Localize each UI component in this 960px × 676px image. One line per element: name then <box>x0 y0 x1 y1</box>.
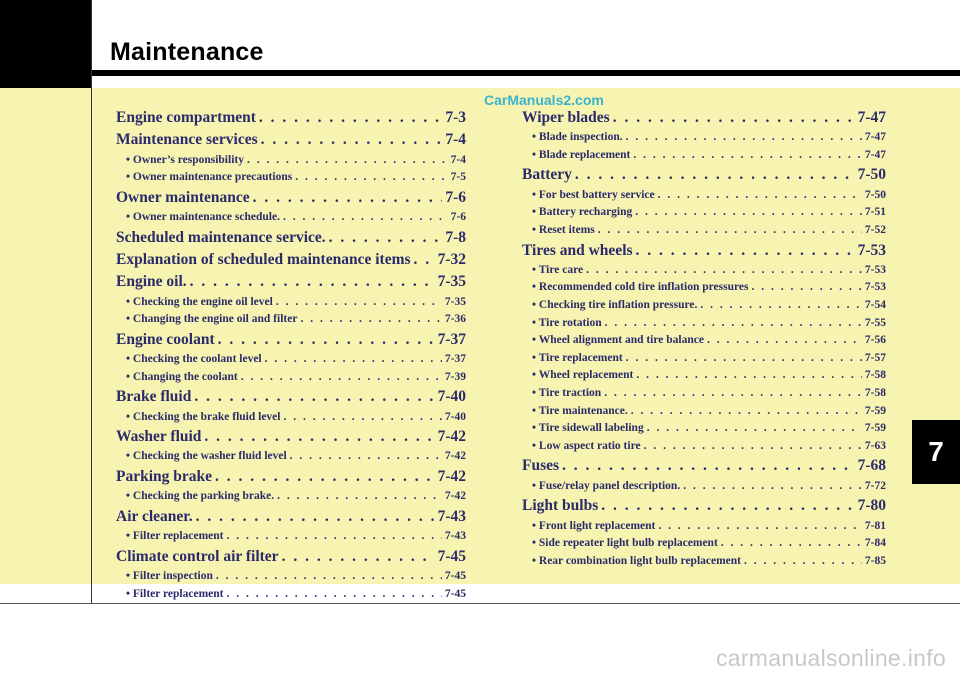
toc-entry-label: • Filter replacement <box>126 530 224 543</box>
toc-entry[interactable] <box>116 107 466 129</box>
toc-leader-dots <box>744 553 862 571</box>
toc-entry-label: • Fuse/relay panel description. <box>532 479 681 492</box>
toc-entry-label: • Tire rotation <box>532 316 602 329</box>
toc-leader-dots <box>631 403 862 421</box>
toc-entry-label: • Owner maintenance schedule. <box>126 211 280 224</box>
toc-entry-page: 7-47 <box>864 131 886 144</box>
toc-leader-dots <box>644 438 862 456</box>
toc-entry-label: Engine oil. <box>116 273 187 291</box>
toc-subentry[interactable] <box>522 478 886 496</box>
toc-subentry[interactable] <box>522 553 886 571</box>
toc-entry-page: 7-80 <box>857 497 886 515</box>
toc-entry-page: 7-58 <box>864 387 886 400</box>
toc-subentry[interactable] <box>116 528 466 546</box>
toc-leader-dots <box>226 528 441 546</box>
toc-leader-dots <box>216 568 442 586</box>
toc-entry-label: • Rear combination light bulb replacement <box>532 554 742 567</box>
toc-entry-page: 7-6 <box>450 211 466 224</box>
toc-entry-label: • Checking the coolant level <box>126 353 262 366</box>
toc-entry-label: • Checking tire inflation pressure. <box>532 299 698 312</box>
toc-entry[interactable] <box>522 240 886 262</box>
toc-entry-label: • Tire maintenance. <box>532 404 628 417</box>
toc-entry-page: 7-55 <box>864 316 886 329</box>
toc-subentry[interactable] <box>116 448 466 466</box>
toc-subentry[interactable] <box>116 369 466 387</box>
toc-subentry[interactable] <box>116 311 466 329</box>
toc-entry[interactable] <box>522 164 886 186</box>
toc-subentry[interactable] <box>522 315 886 333</box>
toc-entry-label: Washer fluid <box>116 428 202 446</box>
toc-subentry[interactable] <box>522 279 886 297</box>
watermark-top: CarManuals2.com <box>484 92 604 108</box>
toc-subentry[interactable] <box>116 351 466 369</box>
toc-entry[interactable] <box>116 329 466 351</box>
toc-leader-dots <box>751 279 861 297</box>
corner-tab <box>0 0 92 88</box>
toc-entry-label: • Tire traction <box>532 387 602 400</box>
toc-subentry[interactable] <box>522 129 886 147</box>
toc-entry-page: 7-40 <box>444 410 466 423</box>
toc-leader-dots <box>241 369 442 387</box>
toc-subentry[interactable] <box>116 294 466 312</box>
toc-entry-label: • Checking the washer fluid level <box>126 450 287 463</box>
toc-entry-page: 7-4 <box>450 153 466 166</box>
toc-entry-page: 7-57 <box>864 351 886 364</box>
toc-leader-dots <box>635 204 862 222</box>
toc-entry-page: 7-68 <box>857 457 886 475</box>
toc-entry-label: • Checking the brake fluid level <box>126 410 281 423</box>
toc-entry-page: 7-52 <box>864 223 886 236</box>
toc-leader-dots <box>253 187 443 209</box>
toc-leader-dots <box>658 518 862 536</box>
toc-entry-page: 7-36 <box>444 313 466 326</box>
toc-leader-dots <box>277 488 442 506</box>
toc-subentry[interactable] <box>522 262 886 280</box>
toc-entry-page: 7-72 <box>864 479 886 492</box>
toc-entry-page: 7-50 <box>864 188 886 201</box>
toc-entry-label: Owner maintenance <box>116 188 250 206</box>
toc-leader-dots <box>626 129 862 147</box>
toc-entry-label: • Blade inspection. <box>532 131 623 144</box>
toc-entry-label: • Blade replacement <box>532 148 631 161</box>
toc-leader-dots <box>283 209 448 227</box>
toc-entry-label: Light bulbs <box>522 497 599 515</box>
toc-entry-label: • Recommended cold tire inflation pressures <box>532 281 749 294</box>
toc-leader-dots <box>636 367 862 385</box>
toc-entry-label: Brake fluid <box>116 388 192 406</box>
toc-entry-page: 7-42 <box>437 428 466 446</box>
toc-leader-dots <box>190 271 435 293</box>
toc-leader-dots <box>295 169 447 187</box>
toc-leader-dots <box>194 386 434 408</box>
toc-entry-label: Engine coolant <box>116 330 215 348</box>
toc-leader-dots <box>700 297 862 315</box>
toc-right-column <box>522 107 886 570</box>
toc-subentry[interactable] <box>522 297 886 315</box>
toc-entry-label: Battery <box>522 166 572 184</box>
toc-leader-dots <box>215 466 435 488</box>
toc-leader-dots <box>247 152 448 170</box>
toc-leader-dots <box>414 249 435 271</box>
toc-leader-dots <box>284 409 442 427</box>
toc-subentry[interactable] <box>116 568 466 586</box>
toc-entry-label: • Owner’s responsibility <box>126 153 244 166</box>
toc-subentry[interactable] <box>116 169 466 187</box>
toc-entry-page: 7-43 <box>444 530 466 543</box>
toc-entry-page: 7-53 <box>857 241 886 259</box>
toc-entry-page: 7-6 <box>445 188 466 206</box>
toc-entry-page: 7-3 <box>445 109 466 126</box>
toc-subentry[interactable] <box>116 152 466 170</box>
toc-entry-page: 7-59 <box>864 404 886 417</box>
toc-entry[interactable] <box>116 187 466 209</box>
vertical-divider <box>91 0 92 604</box>
toc-leader-dots <box>276 294 442 312</box>
toc-entry[interactable] <box>116 227 466 249</box>
header-rule <box>92 70 960 76</box>
toc-entry-page: 7-54 <box>864 299 886 312</box>
toc-entry-page: 7-45 <box>437 547 466 565</box>
toc-subentry[interactable] <box>522 367 886 385</box>
toc-leader-dots <box>261 129 443 151</box>
toc-entry[interactable] <box>116 506 466 528</box>
toc-entry-page: 7-8 <box>445 228 466 246</box>
toc-entry-label: • Changing the engine oil and filter <box>126 313 298 326</box>
toc-entry-page: 7-84 <box>864 537 886 550</box>
toc-entry-page: 7-37 <box>444 353 466 366</box>
toc-entry-label: • Tire replacement <box>532 351 623 364</box>
toc-entry-page: 7-58 <box>864 369 886 382</box>
toc-entry-label: Air cleaner. <box>116 507 193 525</box>
toc-entry-label: Scheduled maintenance service. <box>116 228 326 246</box>
toc-entry-page: 7-43 <box>437 507 466 525</box>
toc-entry-page: 7-35 <box>437 273 466 291</box>
toc-entry-label: • For best battery service <box>532 188 655 201</box>
toc-entry[interactable] <box>116 426 466 448</box>
toc-subentry[interactable] <box>522 535 886 553</box>
toc-entry-page: 7-85 <box>864 554 886 567</box>
toc-subentry[interactable] <box>116 409 466 427</box>
toc-entry-page: 7-81 <box>864 519 886 532</box>
toc-entry-label: Climate control air filter <box>116 547 279 565</box>
toc-leader-dots <box>647 420 862 438</box>
toc-entry-page: 7-47 <box>857 109 886 126</box>
toc-subentry[interactable] <box>522 147 886 165</box>
toc-leader-dots <box>636 240 855 262</box>
toc-subentry[interactable] <box>522 332 886 350</box>
toc-entry-label: • Tire sidewall labeling <box>532 422 644 435</box>
toc-leader-dots <box>282 546 435 568</box>
toc-entry-label: • Checking the parking brake. <box>126 490 275 503</box>
toc-entry-page: 7-45 <box>444 587 466 600</box>
toc-entry[interactable] <box>522 495 886 517</box>
toc-subentry[interactable] <box>116 488 466 506</box>
toc-subentry[interactable] <box>522 222 886 240</box>
toc-entry-label: Wiper blades <box>522 109 610 126</box>
toc-entry-label: • Checking the engine oil level <box>126 295 273 308</box>
toc-entry[interactable] <box>116 466 466 488</box>
toc-leader-dots <box>259 107 442 129</box>
toc-subentry[interactable] <box>522 420 886 438</box>
toc-leader-dots <box>226 586 441 604</box>
toc-entry-label: • Battery recharging <box>532 206 633 219</box>
toc-entry-label: Explanation of scheduled maintenance items <box>116 250 411 268</box>
toc-leader-dots <box>633 147 862 165</box>
toc-entry[interactable] <box>116 386 466 408</box>
toc-entry-label: • Filter replacement <box>126 587 224 600</box>
toc-subentry[interactable] <box>116 209 466 227</box>
toc-leader-dots <box>290 448 442 466</box>
toc-subentry[interactable] <box>116 586 466 604</box>
toc-entry-page: 7-5 <box>450 171 466 184</box>
toc-leader-dots <box>613 107 855 129</box>
toc-entry-label: • Wheel alignment and tire balance <box>532 334 704 347</box>
toc-leader-dots <box>707 332 862 350</box>
toc-leader-dots <box>605 315 862 333</box>
toc-leader-dots <box>218 329 435 351</box>
toc-leader-dots <box>300 311 441 329</box>
toc-entry[interactable] <box>116 271 466 293</box>
toc-entry-page: 7-39 <box>444 370 466 383</box>
toc-subentry[interactable] <box>522 518 886 536</box>
toc-entry-label: • Low aspect ratio tire <box>532 439 641 452</box>
toc-entry-label: Maintenance services <box>116 131 258 149</box>
page-title: Maintenance <box>110 38 264 66</box>
toc-entry-label: Engine compartment <box>116 109 256 126</box>
toc-leader-dots <box>196 506 435 528</box>
watermark-bottom: carmanualsonline.info <box>715 645 946 671</box>
toc-entry-page: 7-51 <box>864 206 886 219</box>
toc-entry-label: • Changing the coolant <box>126 370 238 383</box>
toc-entry-label: • Front light replacement <box>532 519 656 532</box>
toc-entry-page: 7-56 <box>864 334 886 347</box>
toc-subentry[interactable] <box>522 385 886 403</box>
toc-entry-label: Fuses <box>522 457 560 475</box>
toc-entry-page: 7-35 <box>444 295 466 308</box>
toc-leader-dots <box>586 262 862 280</box>
toc-entry-page: 7-50 <box>857 166 886 184</box>
toc-entry-page: 7-32 <box>437 250 466 268</box>
toc-leader-dots <box>204 426 434 448</box>
toc-entry-label: • Tire care <box>532 263 584 276</box>
toc-leader-dots <box>601 495 854 517</box>
toc-leader-dots <box>598 222 862 240</box>
toc-subentry[interactable] <box>522 403 886 421</box>
toc-left-column <box>116 107 466 603</box>
toc-entry-label: Tires and wheels <box>522 241 633 259</box>
chapter-tab[interactable]: 7 <box>912 420 960 484</box>
toc-entry-page: 7-59 <box>864 422 886 435</box>
toc-entry-page: 7-45 <box>444 570 466 583</box>
toc-leader-dots <box>721 535 862 553</box>
toc-entry[interactable] <box>522 107 886 129</box>
toc-entry[interactable] <box>116 546 466 568</box>
toc-leader-dots <box>683 478 862 496</box>
toc-entry-page: 7-42 <box>444 490 466 503</box>
toc-entry-page: 7-37 <box>437 330 466 348</box>
toc-entry-page: 7-53 <box>864 263 886 276</box>
toc-leader-dots <box>658 187 862 205</box>
toc-subentry[interactable] <box>522 438 886 456</box>
toc-leader-dots <box>265 351 442 369</box>
toc-entry-label: Parking brake <box>116 468 213 486</box>
toc-entry-page: 7-47 <box>864 148 886 161</box>
toc-entry[interactable] <box>116 129 466 151</box>
toc-entry-page: 7-53 <box>864 281 886 294</box>
toc-leader-dots <box>604 385 862 403</box>
toc-entry-label: • Side repeater light bulb replacement <box>532 537 718 550</box>
toc-entry-label: • Wheel replacement <box>532 369 634 382</box>
toc-leader-dots <box>329 227 443 249</box>
toc-entry-page: 7-63 <box>864 439 886 452</box>
toc-entry-page: 7-40 <box>437 388 466 406</box>
toc-subentry[interactable] <box>522 204 886 222</box>
toc-entry-label: • Owner maintenance precautions <box>126 171 293 184</box>
toc-subentry[interactable] <box>522 350 886 368</box>
toc-leader-dots <box>562 455 855 477</box>
toc-entry-page: 7-42 <box>444 450 466 463</box>
toc-entry[interactable] <box>522 455 886 477</box>
toc-subentry[interactable] <box>522 187 886 205</box>
toc-entry[interactable] <box>116 249 466 271</box>
toc-entry-page: 7-42 <box>437 468 466 486</box>
toc-entry-label: • Filter inspection <box>126 570 213 583</box>
toc-leader-dots <box>575 164 855 186</box>
toc-entry-page: 7-4 <box>445 131 466 149</box>
toc-leader-dots <box>626 350 862 368</box>
toc-entry-label: • Reset items <box>532 223 595 236</box>
